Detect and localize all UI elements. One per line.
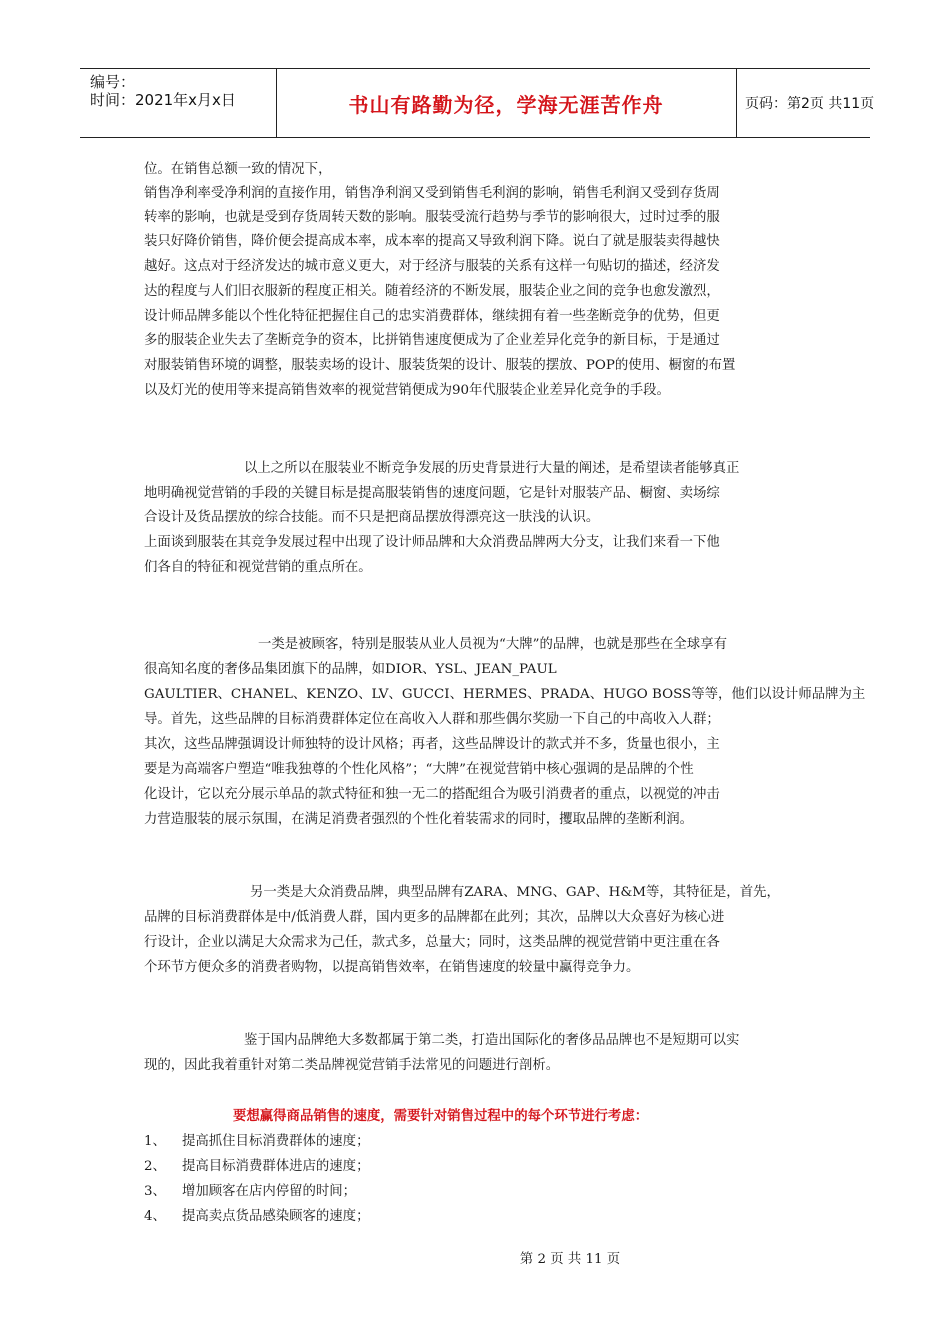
list-item: [144, 1132, 369, 1152]
list-item-text: 提高抓住目标消费群体的速度；: [182, 1134, 370, 1149]
paragraph-1-line: 位。在销售总额一致的情况下，: [144, 162, 332, 177]
paragraph-2-line: 合设计及货品摆放的综合技能。而不只是把商品摆放得漂亮这一肤浅的认识。: [144, 510, 600, 525]
section-heading: 要想赢得商品销售的速度，需要针对销售过程中的每个环节进行考虑：: [233, 1109, 649, 1124]
paragraph-1-line: 多的服装企业失去了垄断竞争的资本，比拼销售速度便成为了企业差异化竞争的新目标，于是通过: [144, 333, 720, 348]
paragraph-2-line: 地明确视觉营销的手段的关键目标是提高服装销售的速度问题，它是针对服装产品、橱窗、卖场综: [144, 486, 720, 501]
document-number-label: 编号：: [90, 73, 136, 91]
list-item-text: 提高卖点货品感染顾客的速度；: [182, 1209, 370, 1224]
paragraph-3-line: 很高知名度的奢侈品集团旗下的品牌，如DIOR、YSL、JEAN_PAUL: [144, 662, 557, 677]
header-meta-cell: [80, 69, 277, 137]
paragraph-3-line: 其次，这些品牌强调设计师独特的设计风格；再者，这些品牌设计的款式并不多，货量也很小，主: [144, 737, 720, 752]
document-date: 时间：2021年x月x日: [90, 91, 236, 109]
list-item: [144, 1157, 369, 1177]
paragraph-1-line: 设计师品牌多能以个性化特征把握住自己的忠实消费群体，继续拥有着一些垄断竞争的优势，但更: [144, 309, 720, 324]
paragraph-1-line: 装只好降价销售，降价便会提高成本率，成本率的提高又导致利润下降。说白了就是服装卖得越快: [144, 234, 720, 249]
header-table: [80, 68, 875, 138]
paragraph-1-line: 越好。这点对于经济发达的城市意义更大，对于经济与服装的关系有这样一句贴切的描述，经济发: [144, 259, 720, 274]
paragraph-3-line: 一类是被顾客，特别是服装从业人员视为“大牌”的品牌，也就是那些在全球享有: [258, 637, 727, 652]
header-motto-cell: [276, 69, 737, 137]
paragraph-5-line: 现的，因此我着重针对第二类品牌视觉营销手法常见的问题进行剖析。: [144, 1058, 560, 1073]
list-item: [144, 1207, 369, 1227]
paragraph-2-line: 们各自的特征和视觉营销的重点所在。: [144, 560, 372, 575]
list-item: [144, 1182, 356, 1202]
header-page-info: 页码：第2页 共11页: [745, 96, 875, 112]
list-item-text: 增加顾客在店内停留的时间；: [182, 1184, 357, 1199]
paragraph-3-line: 力营造服装的展示氛围，在满足消费者强烈的个性化着装需求的同时，攫取品牌的垄断利润。: [144, 812, 694, 827]
paragraph-1-line: 转率的影响，也就是受到存货周转天数的影响。服装受流行趋势与季节的影响很大，过时过季的服: [144, 210, 720, 225]
paragraph-1-line: 对服装销售环境的调整，服装卖场的设计、服装货架的设计、服装的摆放、POP的使用、橱窗的布置: [144, 358, 736, 373]
paragraph-3-line: 要是为高端客户塑造“唯我独尊的个性化风格”；“大牌”在视觉营销中核心强调的是品牌的个性: [144, 762, 694, 777]
paragraph-1-line: 销售净利率受净利润的直接作用，销售净利润又受到销售毛利润的影响，销售毛利润又受到存货周: [144, 186, 720, 201]
list-item-number: 1、: [144, 1134, 166, 1149]
paragraph-2-line: 上面谈到服装在其竞争发展过程中出现了设计师品牌和大众消费品牌两大分支，让我们来看一下他: [144, 535, 720, 550]
paragraph-4-line: 个环节方便众多的消费者购物，以提高销售效率，在销售速度的较量中赢得竞争力。: [144, 960, 640, 975]
paragraph-3-line: 导。首先，这些品牌的目标消费群体定位在高收入人群和那些偶尔奖励一下自己的中高收入人群；: [144, 712, 720, 727]
paragraph-1-line: 以及灯光的使用等来提高销售效率的视觉营销便成为90年代服装企业差异化竞争的手段。: [144, 383, 670, 398]
paragraph-3-line: 化设计，它以充分展示单品的款式特征和独一无二的搭配组合为吸引消费者的重点，以视觉的冲击: [144, 787, 720, 802]
paragraph-1-line: 达的程度与人们旧衣服新的程度正相关。随着经济的不断发展，服装企业之间的竞争也愈发激烈，: [144, 284, 720, 299]
paragraph-4-line: 品牌的目标消费群体是中/低消费人群，国内更多的品牌都在此列；其次，品牌以大众喜好为核心进: [144, 910, 725, 925]
list-item-number: 3、: [144, 1184, 166, 1199]
paragraph-4-line: 行设计，企业以满足大众需求为己任，款式多，总量大；同时，这类品牌的视觉营销中更注重在各: [144, 935, 720, 950]
header-motto: 书山有路勤为径，学海无涯苦作舟: [348, 92, 664, 117]
list-item-number: 2、: [144, 1159, 166, 1174]
paragraph-4-line: 另一类是大众消费品牌，典型品牌有ZARA、MNG、GAP、H&M等，其特征是，首先，: [250, 885, 780, 900]
page-footer: 第 2 页 共 11 页: [519, 1252, 621, 1267]
header-page-cell: [737, 69, 875, 137]
list-item-text: 提高目标消费群体进店的速度；: [182, 1159, 370, 1174]
list-item-number: 4、: [144, 1209, 166, 1224]
paragraph-3-line: GAULTIER、CHANEL、KENZO、LV、GUCCI、HERMES、PRADA、HUGO BOSS等等，他们以设计师品牌为主: [144, 687, 866, 702]
paragraph-2-line: 以上之所以在服装业不断竞争发展的历史背景进行大量的阐述，是希望读者能够真正: [244, 461, 740, 476]
paragraph-5-line: 鉴于国内品牌绝大多数都属于第二类，打造出国际化的奢侈品品牌也不是短期可以实: [244, 1033, 740, 1048]
